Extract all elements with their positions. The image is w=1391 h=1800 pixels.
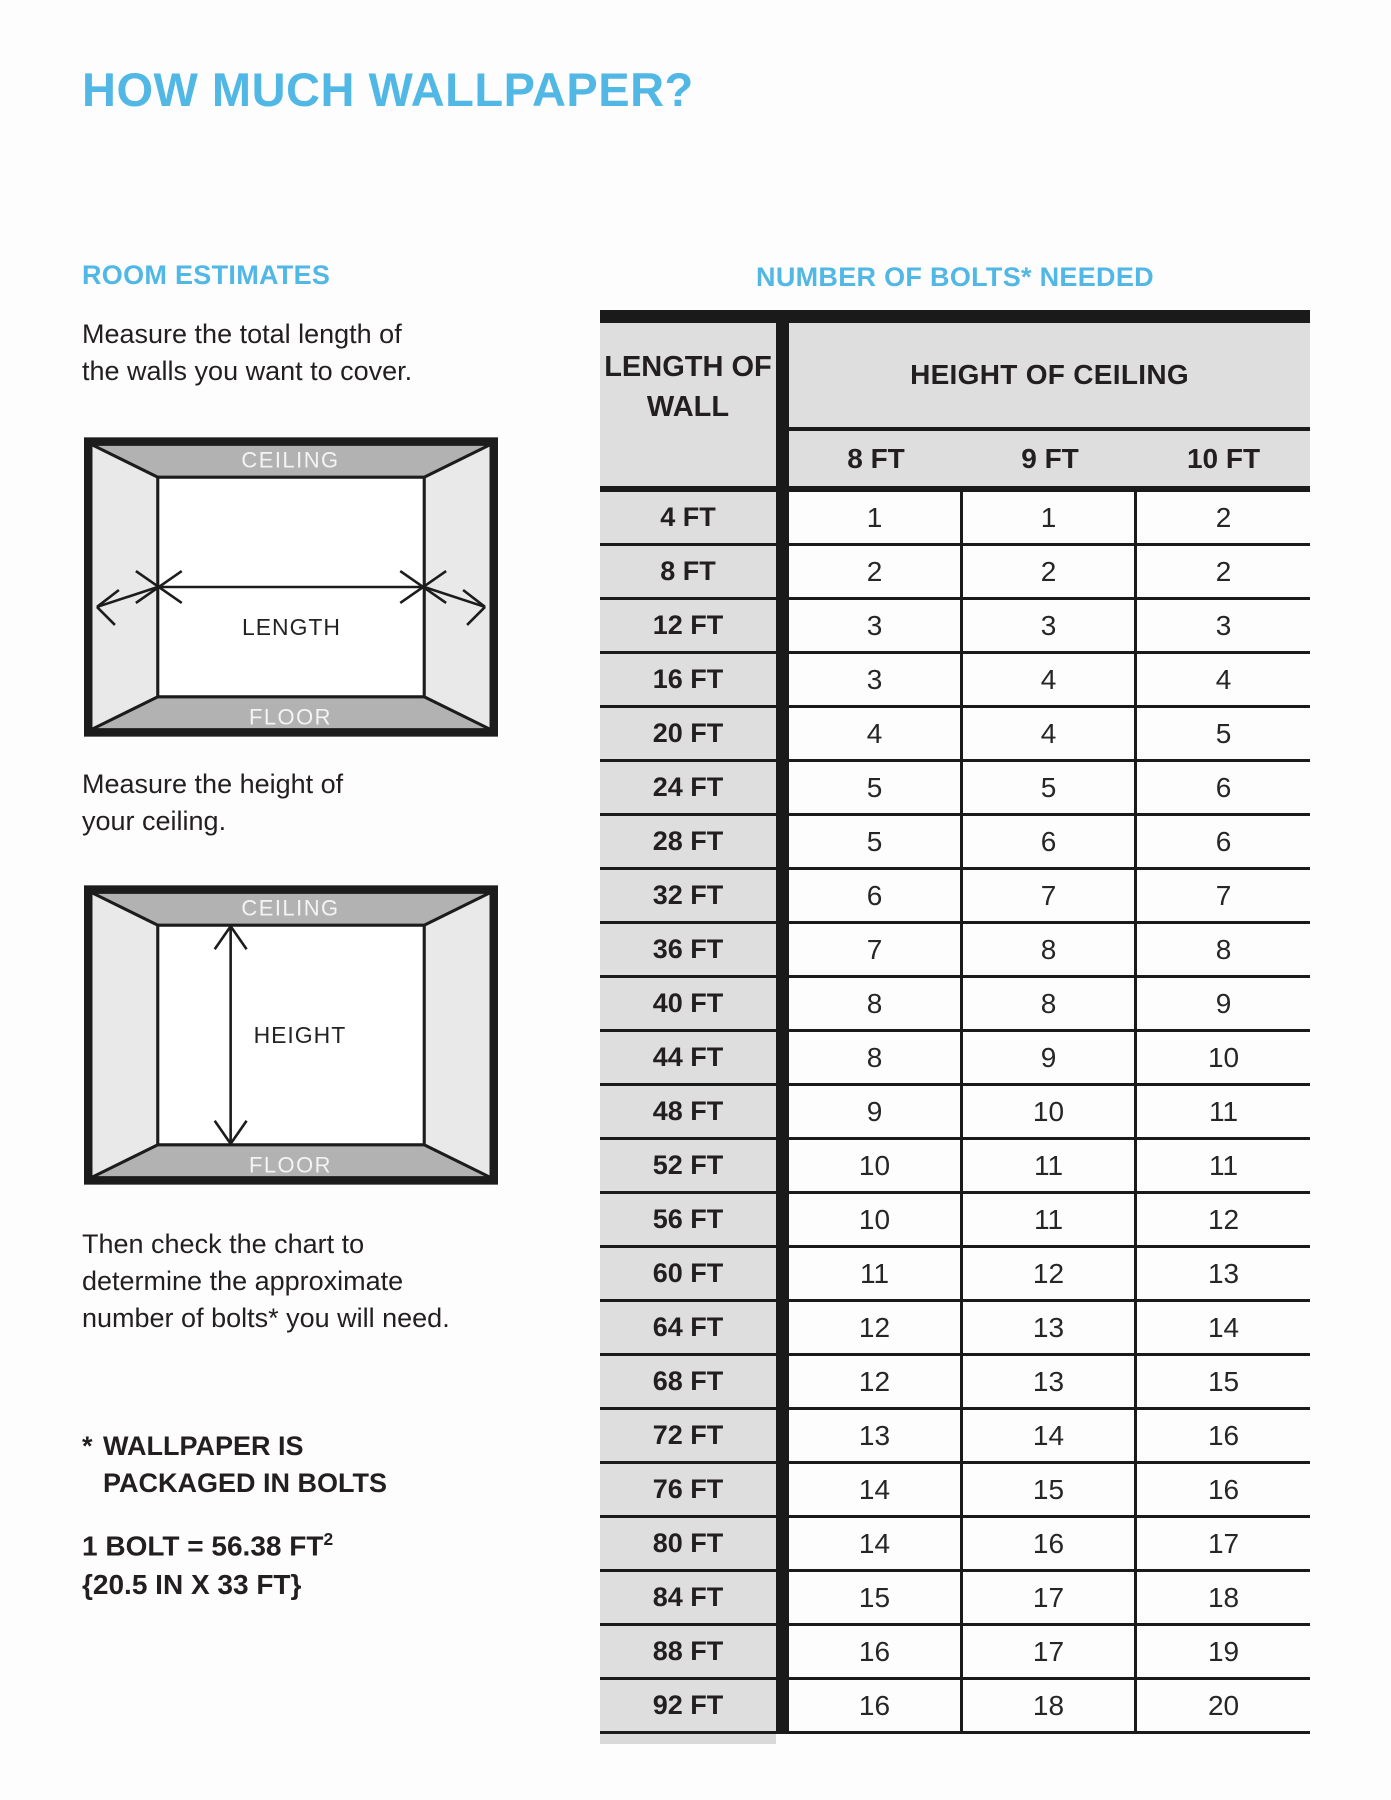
room-length-diagram <box>84 437 498 737</box>
row-label: 28 FT <box>600 816 789 870</box>
bolt-count-cell: 16 <box>1137 1464 1310 1518</box>
bolt-count-cell: 3 <box>789 654 963 708</box>
room-estimates-heading: ROOM ESTIMATES <box>82 260 331 290</box>
bolt-count-cell: 4 <box>963 654 1137 708</box>
height-of-ceiling-header: HEIGHT OF CEILING <box>789 323 1310 431</box>
bolt-count-cell: 9 <box>963 1032 1137 1086</box>
bolt-count-cell: 3 <box>789 600 963 654</box>
bolt-count-cell: 7 <box>963 870 1137 924</box>
row-label: 8 FT <box>600 546 789 600</box>
row-label: 92 FT <box>600 1680 789 1734</box>
bolt-count-cell: 13 <box>963 1302 1137 1356</box>
row-label: 16 FT <box>600 654 789 708</box>
bolt-count-cell: 2 <box>1137 492 1310 546</box>
instruction-length-line1: Measure the total length of <box>82 319 402 349</box>
bolt-count-cell: 16 <box>963 1518 1137 1572</box>
bolt-dimensions: {20.5 IN X 33 FT} <box>82 1569 302 1601</box>
table-row <box>600 924 1310 978</box>
bolt-count-cell: 16 <box>789 1626 963 1680</box>
bolt-count-cell: 11 <box>1137 1140 1310 1194</box>
bolt-count-cell: 18 <box>963 1680 1137 1734</box>
bolt-count-cell: 12 <box>789 1302 963 1356</box>
bolt-count-cell: 10 <box>963 1086 1137 1140</box>
col-header-9ft: 9 FT <box>963 431 1137 492</box>
bolt-count-cell: 14 <box>1137 1302 1310 1356</box>
table-row <box>600 1572 1310 1626</box>
bolt-count-cell: 5 <box>1137 708 1310 762</box>
bolt-count-cell: 10 <box>789 1194 963 1248</box>
bolt-count-cell: 1 <box>789 492 963 546</box>
bolt-count-cell: 8 <box>789 1032 963 1086</box>
bolt-count-cell: 4 <box>789 708 963 762</box>
bolt-count-cell: 2 <box>789 546 963 600</box>
bolt-equation-text: 1 BOLT = 56.38 FT <box>82 1530 324 1562</box>
row-label: 36 FT <box>600 924 789 978</box>
length-measure-label: LENGTH <box>241 613 342 640</box>
row-label: 64 FT <box>600 1302 789 1356</box>
bolt-count-cell: 11 <box>963 1140 1137 1194</box>
row-label: 76 FT <box>600 1464 789 1518</box>
bolt-count-cell: 3 <box>1137 600 1310 654</box>
table-top-border <box>600 310 1310 323</box>
table-row <box>600 546 1310 600</box>
right-wall-panel <box>424 892 491 1177</box>
table-row <box>600 1680 1310 1734</box>
table-row <box>600 1032 1310 1086</box>
bolt-count-cell: 4 <box>963 708 1137 762</box>
table-row <box>600 1248 1310 1302</box>
bolt-count-cell: 14 <box>789 1464 963 1518</box>
bolt-count-cell: 3 <box>963 600 1137 654</box>
bolt-count-cell: 18 <box>1137 1572 1310 1626</box>
instruction-height-line2: your ceiling. <box>82 806 227 836</box>
bolts-table <box>600 323 1310 1734</box>
bolt-count-cell: 14 <box>963 1410 1137 1464</box>
bolt-count-cell: 17 <box>1137 1518 1310 1572</box>
instruction-length <box>82 316 412 390</box>
left-wall-panel <box>91 444 158 729</box>
table-row <box>600 816 1310 870</box>
bolt-count-cell: 8 <box>963 924 1137 978</box>
bolt-count-cell: 16 <box>789 1680 963 1734</box>
bolt-count-cell: 10 <box>1137 1032 1310 1086</box>
row-label: 88 FT <box>600 1626 789 1680</box>
row-label: 52 FT <box>600 1140 789 1194</box>
row-label: 80 FT <box>600 1518 789 1572</box>
table-row <box>600 708 1310 762</box>
instruction-chart-line2: determine the approximate <box>82 1266 404 1296</box>
table-row <box>600 1356 1310 1410</box>
asterisk-marker: * <box>82 1431 93 1461</box>
row-label: 84 FT <box>600 1572 789 1626</box>
squared-superscript: 2 <box>323 1529 334 1549</box>
bolt-count-cell: 5 <box>789 816 963 870</box>
bolt-count-cell: 11 <box>1137 1086 1310 1140</box>
row-label: 68 FT <box>600 1356 789 1410</box>
table-row <box>600 762 1310 816</box>
room-height-diagram <box>84 885 498 1185</box>
bolt-count-cell: 14 <box>789 1518 963 1572</box>
bolt-count-cell: 1 <box>963 492 1137 546</box>
instruction-height-line1: Measure the height of <box>82 769 344 799</box>
bolt-equation <box>82 1520 333 1565</box>
table-row <box>600 1410 1310 1464</box>
row-label: 40 FT <box>600 978 789 1032</box>
footnote-line1 <box>82 1428 387 1465</box>
bolt-count-cell: 13 <box>963 1356 1137 1410</box>
bolt-count-cell: 13 <box>1137 1248 1310 1302</box>
row-label: 12 FT <box>600 600 789 654</box>
bolt-count-cell: 11 <box>789 1248 963 1302</box>
table-row <box>600 492 1310 546</box>
table-title: NUMBER OF BOLTS* NEEDED <box>756 262 1154 292</box>
floor-label: FLOOR <box>248 704 333 730</box>
bolt-count-cell: 7 <box>1137 870 1310 924</box>
bolt-count-cell: 9 <box>789 1086 963 1140</box>
length-of-wall-header: LENGTH OF WALL <box>600 323 789 492</box>
bolts-table-section <box>600 262 1310 1744</box>
bolt-count-cell: 10 <box>789 1140 963 1194</box>
page-title: HOW MUCH WALLPAPER? <box>82 63 694 116</box>
table-row <box>600 1518 1310 1572</box>
row-label: 60 FT <box>600 1248 789 1302</box>
bolt-count-cell: 6 <box>963 816 1137 870</box>
bolt-count-cell: 2 <box>963 546 1137 600</box>
table-row <box>600 654 1310 708</box>
bolt-count-cell: 7 <box>789 924 963 978</box>
table-row <box>600 1302 1310 1356</box>
bolt-count-cell: 9 <box>1137 978 1310 1032</box>
bolt-count-cell: 2 <box>1137 546 1310 600</box>
table-row <box>600 1626 1310 1680</box>
instruction-length-line2: the walls you want to cover. <box>82 356 413 386</box>
instruction-height <box>82 766 343 840</box>
row-label: 48 FT <box>600 1086 789 1140</box>
bolt-count-cell: 15 <box>963 1464 1137 1518</box>
footnote-line1-text: WALLPAPER IS <box>103 1431 304 1461</box>
floor-label: FLOOR <box>248 1152 333 1178</box>
table-row <box>600 978 1310 1032</box>
bolt-count-cell: 12 <box>789 1356 963 1410</box>
bolt-count-cell: 6 <box>1137 762 1310 816</box>
row-label: 72 FT <box>600 1410 789 1464</box>
bolt-count-cell: 12 <box>1137 1194 1310 1248</box>
row-label: 4 FT <box>600 492 789 546</box>
bolt-size-info <box>82 1520 333 1604</box>
col-header-8ft: 8 FT <box>789 431 963 492</box>
row-label: 20 FT <box>600 708 789 762</box>
bolt-count-cell: 20 <box>1137 1680 1310 1734</box>
row-label: 44 FT <box>600 1032 789 1086</box>
left-wall-panel <box>91 892 158 1177</box>
table-row <box>600 870 1310 924</box>
bolt-count-cell: 17 <box>963 1572 1137 1626</box>
bolt-count-cell: 8 <box>1137 924 1310 978</box>
row-label: 56 FT <box>600 1194 789 1248</box>
bolt-count-cell: 8 <box>789 978 963 1032</box>
row-label: 32 FT <box>600 870 789 924</box>
ceiling-label: CEILING <box>241 895 340 921</box>
instruction-chart-line3: number of bolts* you will need. <box>82 1303 450 1333</box>
right-wall-panel <box>424 444 491 729</box>
bolts-table-body <box>600 492 1310 1734</box>
table-header-row-1 <box>600 323 1310 431</box>
bolt-count-cell: 11 <box>963 1194 1137 1248</box>
bolt-count-cell: 16 <box>1137 1410 1310 1464</box>
bolt-count-cell: 6 <box>789 870 963 924</box>
footnote-line2: PACKAGED IN BOLTS <box>103 1468 388 1498</box>
table-row <box>600 1464 1310 1518</box>
instruction-chart <box>82 1226 450 1337</box>
ceiling-label: CEILING <box>241 447 340 473</box>
bolt-count-cell: 12 <box>963 1248 1137 1302</box>
table-row <box>600 1086 1310 1140</box>
bolt-count-cell: 13 <box>789 1410 963 1464</box>
table-footer-tab <box>600 1734 776 1744</box>
wallpaper-footnote <box>82 1428 387 1502</box>
instruction-chart-line1: Then check the chart to <box>82 1229 365 1259</box>
bolt-count-cell: 5 <box>963 762 1137 816</box>
bolt-count-cell: 5 <box>789 762 963 816</box>
table-row <box>600 1194 1310 1248</box>
bolt-count-cell: 15 <box>1137 1356 1310 1410</box>
bolt-count-cell: 4 <box>1137 654 1310 708</box>
table-row <box>600 1140 1310 1194</box>
bolt-count-cell: 8 <box>963 978 1137 1032</box>
table-row <box>600 600 1310 654</box>
row-label: 24 FT <box>600 762 789 816</box>
bolt-count-cell: 17 <box>963 1626 1137 1680</box>
bolt-count-cell: 6 <box>1137 816 1310 870</box>
bolt-count-cell: 15 <box>789 1572 963 1626</box>
height-measure-label: HEIGHT <box>253 1021 347 1048</box>
bolt-count-cell: 19 <box>1137 1626 1310 1680</box>
col-header-10ft: 10 FT <box>1137 431 1310 492</box>
